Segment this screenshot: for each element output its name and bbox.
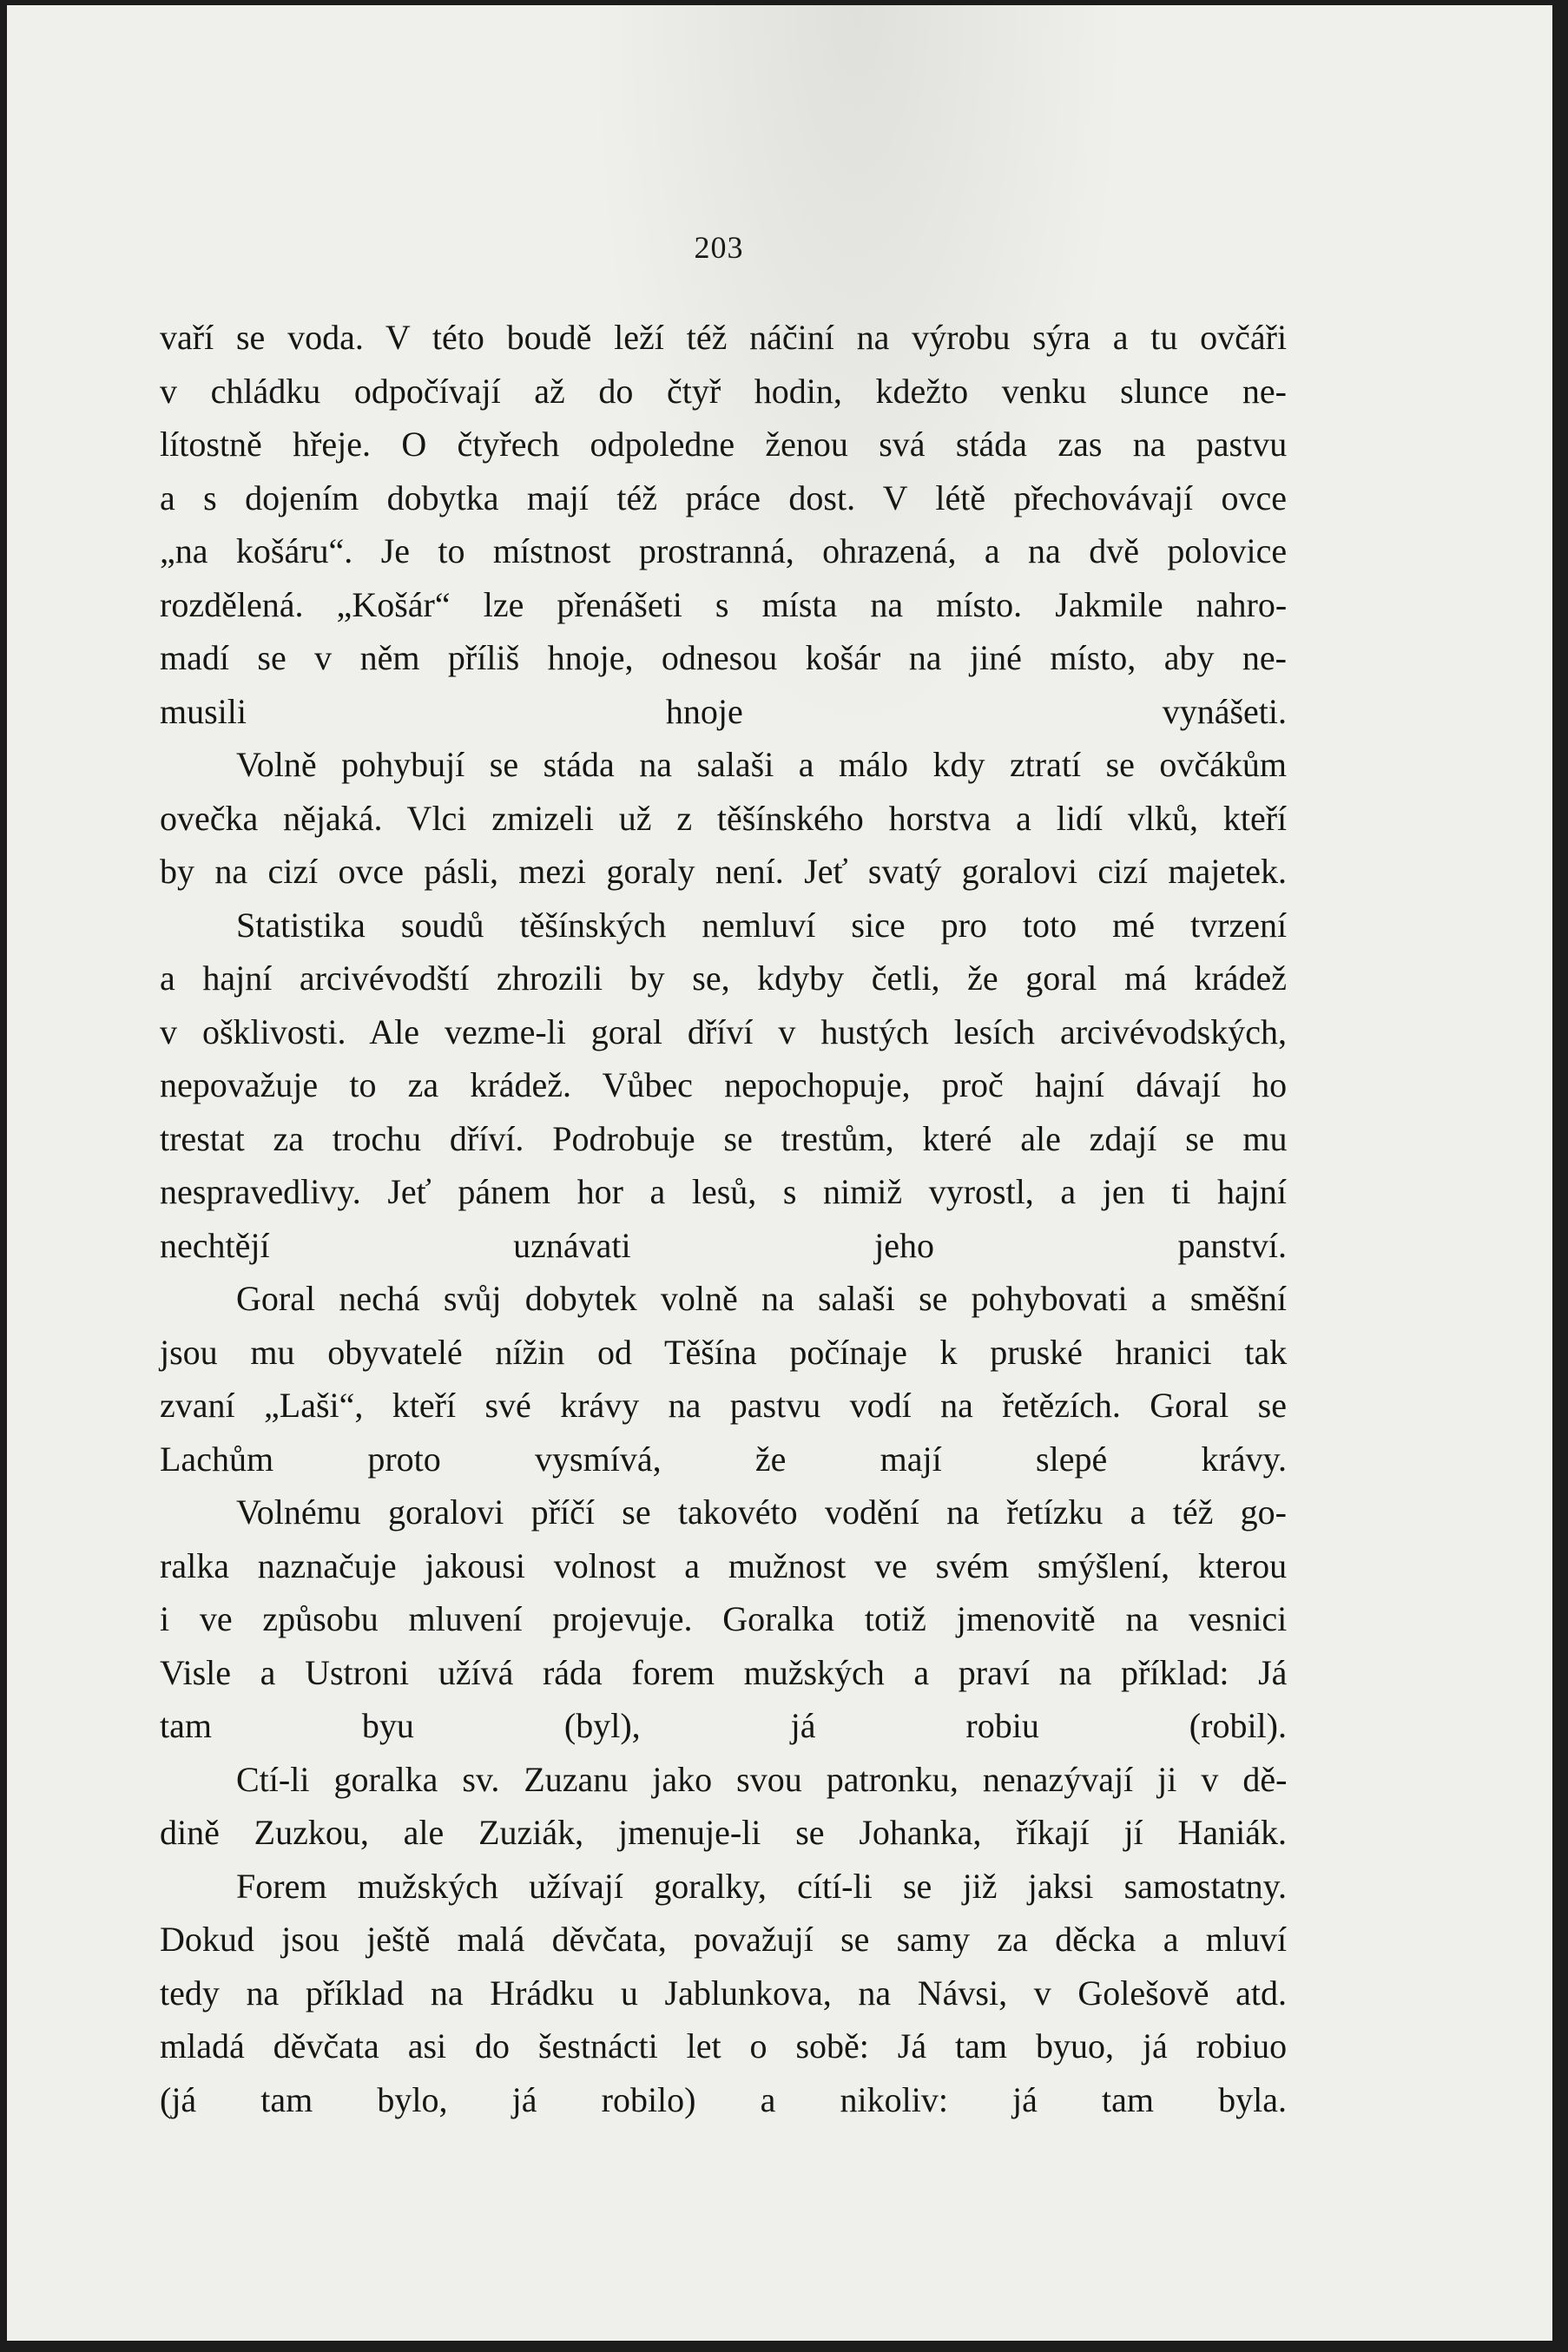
text-line: ralka naznačuje jakousi volnost a mužnost ve svém smýšlení, kterou xyxy=(160,1545,1288,1585)
text-line: nechtějí uznávati jeho panství. xyxy=(160,1225,1287,1265)
text-line: rozdělená. „Košár“ lze přenášeti s místa na místo. Jakmile nahro- xyxy=(160,584,1288,624)
text-line: Volnému goralovi příčí se takovéto vodění na řetízku a též go- xyxy=(236,1492,1287,1532)
text-body xyxy=(160,311,1287,2126)
text-line: Statistika soudů těšínských nemluví sice pro toto mé tvrzení xyxy=(236,905,1288,945)
text-line: a hajní arcivévodští zhrozili by se, kdyby četli, že goral má krádež xyxy=(160,959,1287,998)
text-line: dině Zuzkou, ale Zuziák, jmenuje-li se Johanka, říkají jí Haniák. xyxy=(160,1813,1287,1852)
paragraph-6 xyxy=(160,1753,1287,1860)
text-line: v chládku odpočívají až do čtyř hodin, kdežto venku slunce ne- xyxy=(160,371,1287,411)
text-line: i ve způsobu mluvení projevuje. Goralka totiž jmenovitě na vesnici xyxy=(160,1599,1288,1638)
text-line: nespravedlivy. Jeť pánem hor a lesů, s nimiž vyrostl, a jen ti hajní xyxy=(160,1172,1287,1211)
text-line: (já tam bylo, já robilo) a nikoliv: já tam byla. xyxy=(160,2079,1287,2119)
text-line: Goral nechá svůj dobytek volně na salaši se pohybovati a směšní xyxy=(236,1279,1287,1318)
text-line: trestat za trochu dříví. Podrobuje se trestům, které ale zdají se mu xyxy=(160,1118,1288,1158)
text-line: musili hnoje vynášeti. xyxy=(160,691,1287,731)
text-line: tedy na příklad na Hrádku u Jablunkova, na Návsi, v Golešově atd. xyxy=(160,1973,1287,2013)
paragraph-7 xyxy=(160,1860,1287,2127)
text-line: Ctí-li goralka sv. Zuzanu jako svou patronku, nenazývají ji v dě- xyxy=(236,1759,1288,1799)
text-line: v ošklivosti. Ale vezme-li goral dříví v hustých lesích arcivévodských, xyxy=(160,1011,1287,1051)
text-line: tam byu (byl), já robiu (robil). xyxy=(160,1706,1287,1745)
page-number: 203 xyxy=(694,230,744,265)
text-line: mladá děvčata asi do šestnácti let o sobě: Já tam byuo, já robiuo xyxy=(160,2026,1288,2065)
text-line: zvaní „Laši“, kteří své krávy na pastvu vodí na řetězích. Goral se xyxy=(160,1386,1287,1425)
text-line: jsou mu obyvatelé nížin od Těšína počínaje k pruské hranici tak xyxy=(160,1332,1288,1372)
text-line: Forem mužských užívají goralky, cítí-li se již jaksi samostatny. xyxy=(236,1866,1287,1906)
paragraph-2 xyxy=(160,738,1287,899)
paragraph-1 xyxy=(160,311,1287,738)
text-line: „na košáru“. Je to místnost prostranná, ohrazená, a na dvě polovice xyxy=(160,531,1288,570)
text-line: lítostně hřeje. O čtyřech odpoledne ženou svá stáda zas na pastvu xyxy=(160,425,1288,464)
paragraph-5 xyxy=(160,1486,1287,1753)
paragraph-3 xyxy=(160,899,1287,1273)
text-line: Dokud jsou ještě malá děvčata, považují se samy za děcka a mluví xyxy=(160,1920,1288,1959)
text-line: nepovažuje to za krádež. Vůbec nepochopuje, proč hajní dávají ho xyxy=(160,1065,1288,1104)
book-page xyxy=(7,5,1552,2341)
text-line: vaří se voda. V této boudě leží též náčiní na výrobu sýra a tu ovčáři xyxy=(160,318,1288,357)
text-line: ovečka nějaká. Vlci zmizeli už z těšínského horstva a lidí vlků, kteří xyxy=(160,798,1288,838)
text-line: madí se v něm příliš hnoje, odnesou košár na jiné místo, aby ne- xyxy=(160,638,1287,677)
text-line: a s dojením dobytka mají též práce dost. V létě přechovávají ovce xyxy=(160,478,1287,517)
text-line: Lachům proto vysmívá, že mají slepé krávy. xyxy=(160,1439,1287,1479)
text-line: Visle a Ustroni užívá ráda forem mužských a praví na příklad: Já xyxy=(160,1652,1288,1692)
paragraph-4 xyxy=(160,1272,1287,1486)
text-line: by na cizí ovce pásli, mezi goraly není. Jeť svatý goralovi cizí majetek. xyxy=(160,852,1287,891)
text-line: Volně pohybují se stáda na salaši a málo kdy ztratí se ovčákům xyxy=(236,745,1287,784)
